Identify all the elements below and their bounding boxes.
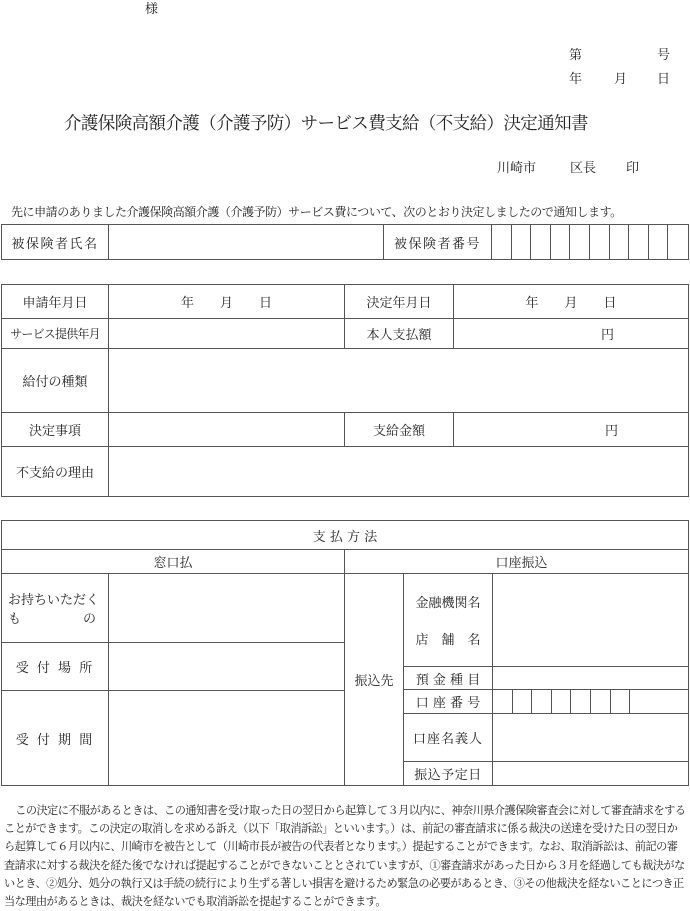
service-month-field[interactable] bbox=[109, 319, 344, 348]
bank-branch-field[interactable] bbox=[493, 574, 688, 666]
bring-items-line-2a: も bbox=[8, 612, 22, 627]
yen-unit: 円 bbox=[600, 328, 614, 343]
bring-items-line-2b: の bbox=[82, 612, 96, 627]
reception-period-field[interactable] bbox=[109, 691, 344, 785]
account-number-digit-cell[interactable] bbox=[493, 690, 513, 713]
account-number-digit-cell[interactable] bbox=[571, 690, 591, 713]
cell-divider bbox=[569, 224, 570, 260]
insured-number-label: 被保険者番号 bbox=[393, 236, 481, 252]
insured-number-digit-cell[interactable] bbox=[649, 225, 669, 259]
bring-items-label bbox=[2, 574, 108, 642]
nonpayment-reason-field[interactable] bbox=[109, 447, 688, 496]
reception-period-label: 受 付 期 間 bbox=[15, 732, 95, 748]
issuer-title: 区長 bbox=[570, 161, 597, 176]
bring-items-field[interactable] bbox=[109, 574, 344, 642]
date-year: 年 bbox=[569, 72, 583, 87]
benefit-type-field[interactable] bbox=[109, 349, 688, 412]
bank-branch-label-group bbox=[404, 574, 492, 666]
cell-divider bbox=[550, 224, 551, 260]
cell-divider bbox=[530, 224, 531, 260]
reception-place-field[interactable] bbox=[109, 643, 344, 690]
account-number-digit-cell[interactable] bbox=[552, 690, 572, 713]
insured-number-digit-cell[interactable] bbox=[590, 225, 610, 259]
self-payment-field[interactable] bbox=[454, 319, 688, 348]
number-suffix: 号 bbox=[657, 48, 671, 63]
payment-amount-field[interactable] bbox=[454, 413, 688, 446]
account-number-label: 口 座 番 号 bbox=[415, 696, 481, 711]
bank-transfer-header: 口座振込 bbox=[495, 556, 548, 571]
insured-name-field[interactable] bbox=[109, 225, 383, 259]
seal-mark: 印 bbox=[626, 161, 640, 176]
deposit-type-field[interactable] bbox=[493, 667, 688, 689]
document-title: 介護保険高額介護（介護予防）サービス費支給（不支給）決定通知書 bbox=[64, 114, 588, 134]
deposit-type-label: 預 金 種 目 bbox=[415, 672, 481, 688]
insured-number-digit-cell[interactable] bbox=[610, 225, 630, 259]
issuer-city: 川崎市 bbox=[497, 161, 537, 176]
insured-number-digit-cell[interactable] bbox=[551, 225, 571, 259]
branch-name-label: 店 舗 名 bbox=[415, 633, 481, 648]
account-number-digit-cell[interactable] bbox=[532, 690, 552, 713]
transfer-date-field[interactable] bbox=[493, 762, 688, 785]
cell-divider bbox=[628, 224, 629, 260]
decision-item-field[interactable] bbox=[109, 413, 344, 446]
cell-divider bbox=[667, 224, 668, 260]
payment-method-title: 支 払 方 法 bbox=[312, 529, 378, 545]
bank-name-label: 金融機関名 bbox=[415, 596, 481, 611]
transfer-date-label: 振込予定日 bbox=[414, 768, 482, 783]
account-number-digit-cell[interactable] bbox=[591, 690, 611, 713]
nonpayment-reason-label: 不支給の理由 bbox=[15, 466, 94, 481]
payment-amount-label: 支給金額 bbox=[372, 424, 425, 439]
account-holder-label: 口座名義人 bbox=[412, 732, 483, 747]
benefit-type-label: 給付の種類 bbox=[22, 375, 88, 390]
transfer-to-label: 振込先 bbox=[354, 674, 394, 689]
account-holder-field[interactable] bbox=[493, 714, 688, 761]
service-month-label: サービス提供年月 bbox=[10, 327, 100, 341]
insured-number-digit-cell[interactable] bbox=[668, 225, 688, 259]
cell-divider bbox=[589, 224, 590, 260]
insured-number-digit-cell[interactable] bbox=[492, 225, 512, 259]
application-date-field[interactable]: 年 月 日 bbox=[180, 296, 272, 311]
cell-divider bbox=[648, 224, 649, 260]
account-number-digit-cell[interactable] bbox=[513, 690, 533, 713]
date-month: 月 bbox=[614, 72, 628, 87]
account-number-digit-cell[interactable] bbox=[611, 690, 631, 713]
insured-number-digit-cell[interactable] bbox=[570, 225, 590, 259]
insured-name-label: 被保険者氏名 bbox=[11, 236, 99, 252]
self-payment-label: 本人支払額 bbox=[366, 328, 432, 343]
decision-date-label: 決定年月日 bbox=[366, 296, 432, 311]
cell-divider bbox=[629, 689, 630, 714]
counter-payment-header: 窓口払 bbox=[153, 556, 193, 571]
addressee-suffix: 様 bbox=[145, 2, 159, 17]
decision-item-label: 決定事項 bbox=[28, 424, 81, 439]
cell-divider bbox=[511, 224, 512, 260]
insured-number-digit-cell[interactable] bbox=[531, 225, 551, 259]
cell-divider bbox=[609, 224, 610, 260]
intro-text: 先に申請のありました介護保険高額介護（介護予防）サービス費について、次のとおり決定しましたので通知します。 bbox=[11, 205, 622, 219]
yen-unit: 円 bbox=[604, 424, 618, 439]
number-prefix: 第 bbox=[569, 48, 583, 63]
application-date-label: 申請年月日 bbox=[22, 296, 88, 311]
insured-number-digit-cell[interactable] bbox=[629, 225, 649, 259]
appeal-notice: この決定に不服があるときは、この通知書を受け取った日の翌日から起算して３月以内に、神奈川県介護保険審査会に対して審査請求をすることができます。この決定の取消しを求める訴え（以下「取消訴訟」といいます。）は、前記の審査請求に係る裁決の送達を受けた日の翌日から起算して６月以内に、川崎市を被告として（川崎市長が被告の代表者となります。）提起することができます。なお、取消訴訟は、前記の審査請求に対する裁決を経た後でなければ提起することができないこととされていますが、①審査請求があった日から３月を経過しても裁決がないとき、②処分、処分の執行又は手続の続行により生ずる著しい損害を避けるため緊急の必要があるとき、③その他裁決を経ないことにつき正当な理由があるときは、裁決を経ないでも取消訴訟を提起することができます。 bbox=[4, 804, 686, 909]
bring-items-line-1: お持ちいただく bbox=[8, 593, 100, 608]
insured-number-digit-cell[interactable] bbox=[512, 225, 532, 259]
decision-date-field[interactable]: 年 月 日 bbox=[525, 296, 617, 311]
date-day: 日 bbox=[657, 72, 671, 87]
reception-place-label: 受 付 場 所 bbox=[15, 661, 95, 676]
